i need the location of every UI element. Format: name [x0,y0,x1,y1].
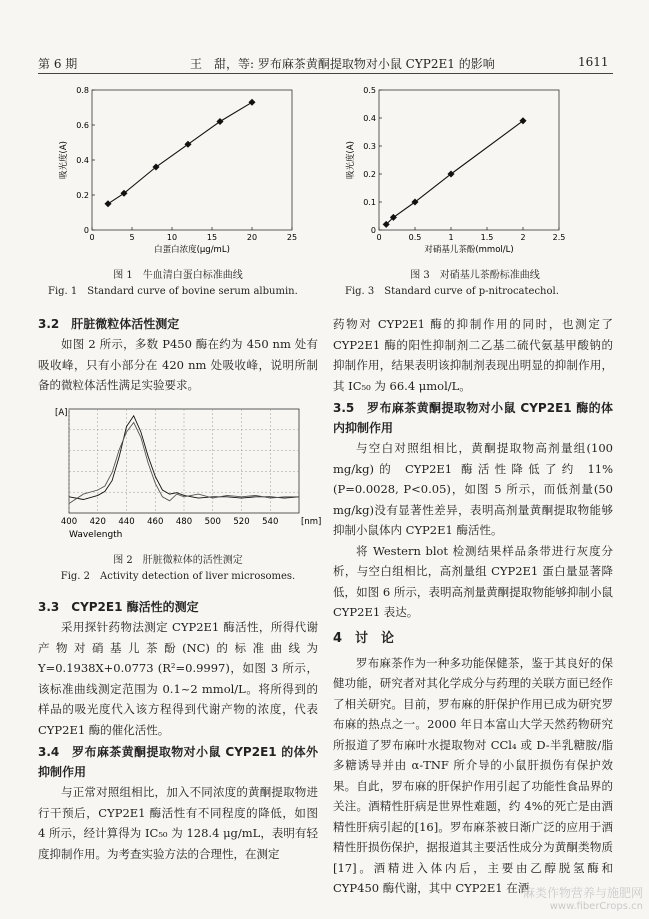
x-axis-label: 对硝基儿茶酚(mmol/L) [424,245,514,255]
figure-2-caption-cn: 图 2 肝脏微粒体的活性测定 [113,555,243,566]
section-3-3-heading: 3.3 CYP2E1 酶活性的测定 [38,600,199,614]
section-3-5-heading: 3.5 罗布麻茶黄酮提取物对小鼠 CYP2E1 酶的体内抑制作用 [333,401,613,435]
y-tick-label: 0.4 [363,114,376,123]
left-column-top [38,314,318,396]
figure-2-caption-en: Fig. 2 Activity detection of liver microsomes. [60,571,296,582]
left-column-bottom [38,597,318,864]
figure-3-caption [345,268,605,300]
section-3-2-paragraph: 如图 2 所示，多数 P450 酶在约为 450 nm 处有吸收峰，只有小部分在 420 nm 处吸收峰，说明所制备的微粒体活性满足实验要求。 [38,337,318,392]
x-tick-label: 520 [233,517,250,527]
x-tick-label: 25 [286,233,298,242]
x-unit-label: [nm] [301,517,322,527]
y-tick-label: 0.2 [363,170,376,179]
y-tick-label: 0 [370,226,376,235]
x-tick-label: 500 [204,517,221,527]
x-tick-label: 400 [60,517,78,527]
fit-line [386,121,523,225]
issue-number: 第 6 期 [38,57,78,71]
figure-1-chart [58,82,303,257]
section-3-5-paragraph-1: 与空白对照组相比，黄酮提取物高剂量组(100 mg/kg)的 CYP2E1 酶活性降低了约 11%(P=0.0028, P<0.05)，如图 5 所示，而低剂量(50 mg/kg)没有显著性差异，表明高剂量黄酮提取物能够抑制小鼠体内 CYP2E1 酶活性。 [333,441,613,537]
header-rule [38,73,613,74]
y-axis-label: [A] [55,408,68,418]
figure-1-caption-cn: 图 1 牛血清白蛋白标准曲线 [113,270,243,281]
x-tick-label: 1.5 [480,233,494,242]
figure-1-caption-en: Fig. 1 Standard curve of bovine serum albumin. [48,286,298,297]
figure-2-caption [38,553,318,585]
x-axis-label: Wavelength [69,530,123,540]
section-3-3-paragraph: 采用探针药物法测定 CYP2E1 酶活性，所得代谢产物对硝基儿茶酚(NC)的标准曲线为 Y=0.1938X+0.0773 (R²=0.9997)，如图 3 所示，该标准曲线测定范围为 0.1~2 mmol/L。将所得到的样品的吸光度代入该方程得到代谢产物的浓度，代表 CYP2E1 酶的催化活性。 [38,620,318,737]
plot-frame [92,90,292,230]
y-tick-label: 0.6 [76,121,89,130]
section-3-5-paragraph-2: 将 Western blot 检测结果样品条带进行灰度分析，与空白组相比，高剂量组 CYP2E1 蛋白量显著降低，如图 6 所示，表明高剂量黄酮提取物能够抑制小鼠 CYP2E1 表达。 [333,543,613,619]
x-axis-label: 白蛋白浓度(μg/mL) [154,245,230,255]
x-tick-label: 1 [448,233,454,242]
figure-1-caption [48,268,308,300]
figure-3-caption-en: Fig. 3 Standard curve of p-nitrocatechol. [345,286,559,297]
section-3-2-heading: 3.2 肝脏微粒体活性测定 [38,317,180,331]
page-number: 1611 [578,55,609,69]
y-axis-label: 吸光度(A) [59,141,69,179]
y-tick-label: 0.3 [363,142,376,151]
running-title: 王 甜，等: 罗布麻茶黄酮提取物对小鼠 CYP2E1 的影响 [190,57,495,71]
x-tick-label: 20 [246,233,258,242]
x-tick-label: 440 [118,517,135,527]
y-tick-label: 0.8 [76,86,89,95]
section-4-paragraph: 罗布麻茶作为一种多功能保健茶，鉴于其良好的保健功能，研究者对其化学成分与药理的关联方面已经作了相关研究。目前，罗布麻的肝保护作用已成为研究罗布麻的热点之一。2000 年日本富山大学天然药物研究所报道了罗布麻叶水提取物对 CCl₄ 或 D-半乳糖胺/脂多糖诱导并由 α-TNF 所介导的小鼠肝损伤有保护效果。自此，罗布麻的肝保护作用引起了功能性食品界的关注。酒精性肝病是世界性难题，约 4%的死亡是由酒精性肝病引起的[16]。罗布麻茶被日渐广泛的应用于酒精性肝损伤保护，据报道其主要活性成分为黄酮类物质[17]。酒精进入体内后，主要由乙醇脱氢酶和 CYP450 酶代谢，其中 CYP2E1 在酒 [333,655,613,895]
y-tick-label: 0.5 [363,86,376,95]
y-tick-label: 0.1 [363,198,376,207]
fit-line [108,102,252,204]
section-4-heading: 4 讨 论 [333,630,395,646]
x-tick-label: 0 [89,233,95,242]
x-tick-label: 5 [129,233,135,242]
figure-3-chart [345,82,570,257]
x-tick-label: 2.5 [552,233,566,242]
data-point [248,99,255,106]
x-tick-label: 420 [89,517,106,527]
data-point [104,200,111,207]
watermark-text: 麻类作物营养与施肥网 [522,886,643,900]
y-tick-label: 0.4 [76,156,89,165]
x-tick-label: 460 [147,517,164,527]
section-3-4-heading: 3.4 罗布麻茶黄酮提取物对小鼠 CYP2E1 的体外抑制作用 [38,745,318,779]
watermark-url: www.fiberCrops.cn [549,901,643,912]
data-point [216,118,223,125]
y-axis-label: 吸光度(A) [346,141,356,179]
right-column [333,314,613,899]
x-tick-label: 0.5 [408,233,422,242]
x-tick-label: 15 [206,233,218,242]
figure-2-spectrum [55,403,322,545]
continued-paragraph: 药物对 CYP2E1 酶的抑制作用的同时，也测定了 CYP2E1 酶的阳性抑制剂二乙基二硫代氨基甲酸钠的抑制作用，结果表明该抑制剂表现出明显的抑制作用，其 IC₅₀ 为 66.4 μmol/L。 [333,317,613,393]
x-tick-label: 540 [262,517,279,527]
y-tick-label: 0.2 [76,191,89,200]
x-tick-label: 2 [520,233,526,242]
x-tick-label: 0 [376,233,382,242]
figure-3-caption-cn: 图 3 对硝基儿茶酚标准曲线 [410,270,540,281]
section-3-4-paragraph: 与正常对照组相比，加入不同浓度的黄酮提取物进行干预后，CYP2E1 酶活性有不同程度的降低，如图 4 所示，经计算得为 IC₅₀ 为 128.4 μg/mL，表明有轻度抑制作用。为考查实验方法的合理性，在测定 [38,785,318,861]
x-tick-label: 10 [166,233,178,242]
x-tick-label: 480 [175,517,193,527]
y-tick-label: 0 [83,226,89,235]
